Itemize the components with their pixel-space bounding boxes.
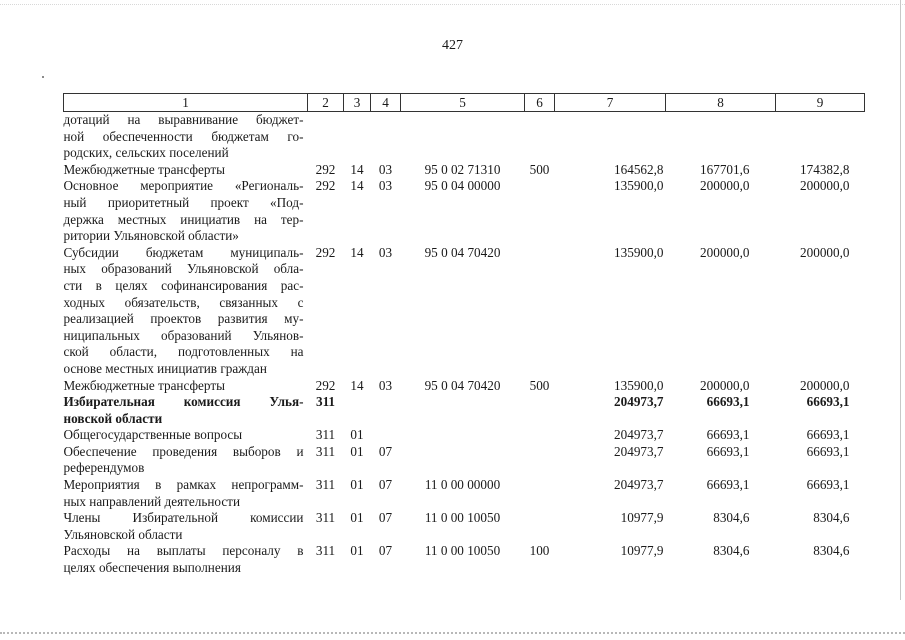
item-name-line: Расходы на выплаты персоналу в — [63, 543, 304, 559]
cell-item-name — [64, 427, 308, 444]
column-header-3: 3 — [344, 94, 371, 112]
item-name-line: основе местных инициатив граждан — [63, 360, 267, 376]
item-name-line: ный приоритетный проект «Под- — [63, 194, 304, 210]
table-row — [64, 510, 865, 543]
cell-subsection-code: 03 — [378, 377, 393, 393]
cell-subsection-code — [371, 112, 401, 162]
cell-target-article — [401, 427, 525, 444]
item-name-line: ных образований Ульяновской обла- — [63, 261, 304, 277]
cell-amount-year2: 66693,1 — [706, 443, 750, 459]
cell-item-name — [64, 162, 308, 179]
column-header-8: 8 — [666, 94, 776, 112]
cell-subsection-code: 03 — [378, 178, 393, 194]
table-row — [64, 245, 865, 378]
cell-item-name — [64, 112, 308, 162]
cell-subsection-code: 07 — [378, 510, 393, 526]
column-header-5: 5 — [401, 94, 525, 112]
cell-target-article — [401, 112, 525, 162]
cell-chapter-code: 292 — [315, 161, 336, 177]
item-name-line: Члены Избирательной комиссии — [63, 510, 304, 526]
cell-chapter-code: 311 — [315, 477, 336, 493]
table-header-row — [64, 94, 865, 112]
cell-amount-year1: 10977,9 — [620, 543, 664, 559]
cell-amount-year1: 164562,8 — [614, 161, 664, 177]
cell-item-name — [64, 245, 308, 378]
cell-amount-year1: 204973,7 — [614, 477, 664, 493]
cell-section-code: 01 — [350, 543, 364, 559]
cell-target-article — [401, 394, 525, 427]
cell-amount-year2: 200000,0 — [700, 377, 750, 393]
cell-item-name — [64, 543, 308, 576]
cell-amount-year3: 200000,0 — [800, 244, 850, 260]
cell-subsection-code: 07 — [378, 543, 393, 559]
cell-section-code: 01 — [350, 443, 364, 459]
cell-chapter-code: 292 — [315, 178, 336, 194]
cell-section-code: 14 — [350, 178, 364, 194]
cell-expense-type — [525, 477, 555, 510]
cell-expense-type — [525, 245, 555, 378]
table-row — [64, 178, 865, 244]
item-name-line: сти в целях софинансирования рас- — [63, 277, 304, 293]
cell-amount-year1: 204973,7 — [614, 394, 664, 410]
cell-amount-year1: 204973,7 — [614, 427, 664, 443]
cell-section-code — [344, 112, 371, 162]
item-name-line: Избирательная комиссия Улья- — [63, 394, 304, 410]
cell-amount-year2: 66693,1 — [706, 427, 750, 443]
item-name-line: ритории Ульяновской области» — [63, 228, 239, 244]
cell-target-article: 95 0 04 70420 — [424, 244, 501, 260]
cell-section-code: 01 — [350, 477, 364, 493]
cell-amount-year2: 66693,1 — [706, 477, 750, 493]
cell-amount-year3: 8304,6 — [813, 510, 850, 526]
cell-amount-year2: 200000,0 — [700, 244, 750, 260]
table-row — [64, 112, 865, 162]
item-name-line: целях обеспечения выполнения — [63, 560, 241, 576]
cell-amount-year3: 66693,1 — [806, 394, 850, 410]
cell-section-code: 14 — [350, 244, 364, 260]
cell-target-article: 95 0 04 00000 — [424, 178, 501, 194]
cell-amount-year2: 66693,1 — [706, 394, 750, 410]
cell-amount-year2: 167701,6 — [700, 161, 750, 177]
item-name-line: ской области, подготовленных на — [63, 344, 304, 360]
table-row — [64, 427, 865, 444]
cell-chapter-code: 311 — [315, 510, 336, 526]
table-row — [64, 394, 865, 427]
cell-amount-year3: 66693,1 — [806, 427, 850, 443]
scan-top-edge — [0, 4, 905, 6]
cell-chapter-code: 311 — [315, 543, 336, 559]
cell-target-article: 11 0 00 10050 — [424, 543, 501, 559]
item-name-line: Основное мероприятие «Региональ- — [63, 178, 304, 194]
cell-amount-year1: 204973,7 — [614, 443, 664, 459]
column-header-2: 2 — [308, 94, 344, 112]
cell-target-article: 95 0 04 70420 — [424, 377, 501, 393]
cell-subsection-code: 03 — [378, 244, 393, 260]
scan-bottom-edge — [0, 632, 905, 635]
table-row — [64, 444, 865, 477]
item-name-line: новской области — [63, 410, 163, 426]
cell-chapter-code — [308, 112, 344, 162]
cell-item-name — [64, 378, 308, 395]
cell-amount-year3: 8304,6 — [813, 543, 850, 559]
item-name-line: дотаций на выравнивание бюджет- — [63, 112, 304, 127]
cell-section-code: 01 — [350, 510, 364, 526]
table-row — [64, 477, 865, 510]
cell-chapter-code: 311 — [315, 443, 336, 459]
cell-subsection-code — [371, 427, 401, 444]
table-row — [64, 162, 865, 179]
cell-expense-type — [525, 427, 555, 444]
budget-table — [63, 93, 865, 577]
column-header-6: 6 — [525, 94, 555, 112]
cell-subsection-code: 07 — [378, 477, 393, 493]
cell-amount-year3 — [776, 112, 865, 162]
item-name-line: Межбюджетные трансферты — [63, 161, 225, 177]
cell-subsection-code — [371, 394, 401, 427]
column-header-4: 4 — [371, 94, 401, 112]
cell-chapter-code: 292 — [315, 377, 336, 393]
item-name-line: ной обеспеченности бюджетам го- — [63, 128, 304, 144]
page-number: 427 — [442, 38, 463, 53]
cell-chapter-code: 311 — [315, 394, 336, 410]
item-name-line: ходных обязательств, связанных с — [63, 294, 304, 310]
cell-amount-year2: 8304,6 — [713, 510, 750, 526]
cell-amount-year3: 66693,1 — [806, 443, 850, 459]
item-name-line: Обеспечение проведения выборов и — [63, 443, 304, 459]
cell-amount-year2 — [666, 112, 776, 162]
cell-amount-year3: 174382,8 — [800, 161, 850, 177]
cell-target-article: 95 0 02 71310 — [424, 161, 501, 177]
item-name-line: держка местных инициатив на тер- — [63, 211, 304, 227]
cell-target-article — [401, 444, 525, 477]
cell-amount-year2: 8304,6 — [713, 543, 750, 559]
cell-expense-type — [525, 394, 555, 427]
column-header-1: 1 — [64, 94, 308, 112]
cell-amount-year3: 200000,0 — [800, 178, 850, 194]
column-header-9: 9 — [776, 94, 865, 112]
cell-amount-year1: 135900,0 — [614, 178, 664, 194]
cell-amount-year3: 200000,0 — [800, 377, 850, 393]
cell-expense-type: 100 — [529, 543, 550, 559]
cell-section-code: 01 — [350, 427, 364, 443]
cell-expense-type — [525, 112, 555, 162]
item-name-line: реализацией проектов развития му- — [63, 311, 304, 327]
cell-item-name — [64, 394, 308, 427]
cell-item-name — [64, 477, 308, 510]
cell-expense-type — [525, 444, 555, 477]
column-header-7: 7 — [555, 94, 666, 112]
item-name-line: референдумов — [63, 460, 145, 476]
scan-speck — [42, 76, 44, 78]
cell-chapter-code: 292 — [315, 244, 336, 260]
item-name-line: Мероприятия в рамках непрограмм- — [63, 477, 304, 493]
table-row — [64, 543, 865, 576]
cell-item-name — [64, 444, 308, 477]
item-name-line: Общегосударственные вопросы — [63, 427, 243, 443]
item-name-line: Межбюджетные трансферты — [63, 377, 225, 393]
cell-amount-year1: 10977,9 — [620, 510, 664, 526]
cell-item-name — [64, 178, 308, 244]
cell-section-code: 14 — [350, 377, 364, 393]
cell-target-article: 11 0 00 10050 — [424, 510, 501, 526]
cell-target-article: 11 0 00 00000 — [424, 477, 501, 493]
cell-amount-year1 — [555, 112, 666, 162]
cell-expense-type: 500 — [529, 377, 550, 393]
item-name-line: Субсидии бюджетам муниципаль- — [63, 244, 304, 260]
cell-expense-type: 500 — [529, 161, 550, 177]
item-name-line: родских, сельских поселений — [63, 145, 229, 161]
cell-item-name — [64, 510, 308, 543]
item-name-line: ных направлений деятельности — [63, 493, 240, 509]
cell-amount-year3: 66693,1 — [806, 477, 850, 493]
cell-expense-type — [525, 178, 555, 244]
cell-amount-year1: 135900,0 — [614, 244, 664, 260]
cell-chapter-code: 311 — [315, 427, 336, 443]
scan-right-edge — [900, 0, 901, 600]
cell-subsection-code: 07 — [378, 443, 393, 459]
cell-expense-type — [525, 510, 555, 543]
cell-subsection-code: 03 — [378, 161, 393, 177]
table-row — [64, 378, 865, 395]
cell-amount-year1: 135900,0 — [614, 377, 664, 393]
cell-section-code — [344, 394, 371, 427]
cell-amount-year2: 200000,0 — [700, 178, 750, 194]
item-name-line: Ульяновской области — [63, 526, 183, 542]
table-body — [64, 112, 865, 577]
cell-section-code: 14 — [350, 161, 364, 177]
item-name-line: ниципальных образований Ульянов- — [63, 327, 304, 343]
